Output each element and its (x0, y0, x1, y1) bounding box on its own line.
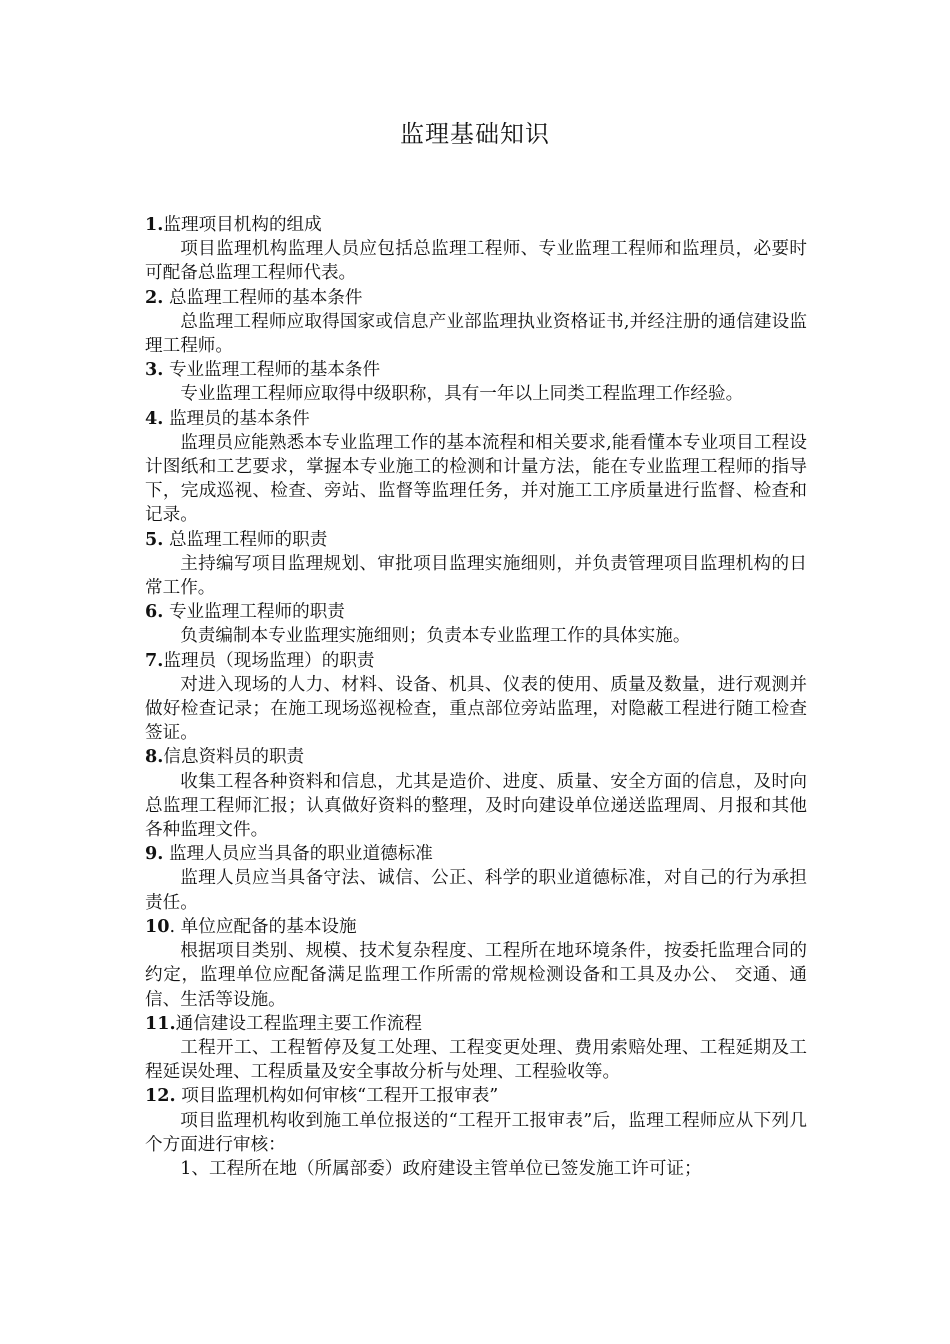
section-paragraph: 监理员应能熟悉本专业监理工作的基本流程和相关要求,能看懂本专业项目工程设计图纸和工艺要求，掌握本专业施工的检测和计量方法，能在专业监理工程师的指导下，完成巡视、检查、旁站、监督等监理任务，并对施工工序质量进行监督、检查和记录。 (145, 432, 807, 526)
section-heading (145, 528, 807, 552)
section-paragraph: 根据项目类别、规模、技术复杂程度、工程所在地环境条件，按委托监理合同的约定，监理单位应配备满足监理工作所需的常规检测设备和工具及办公、 交通、通信、生活等设施。 (145, 941, 807, 1010)
document-title: 监理基础知识 (400, 120, 550, 148)
section-number: 10 (145, 915, 170, 937)
section-number: 7. (145, 649, 164, 671)
document-body (145, 213, 807, 1181)
section-title: 总监理工程师的职责 (163, 529, 328, 550)
section-heading (145, 286, 807, 310)
section-heading (145, 842, 807, 866)
section-heading (145, 407, 807, 431)
section-title: 总监理工程师的基本条件 (163, 287, 363, 308)
section-paragraph: 主持编写项目监理规划、审批项目监理实施细则，并负责管理项目监理机构的日常工作。 (145, 553, 807, 599)
section-heading (145, 1084, 807, 1108)
section-heading (145, 649, 807, 673)
section-paragraph: 专业监理工程师应取得中级职称，具有一年以上同类工程监理工作经验。 (180, 384, 744, 405)
section-paragraph: 收集工程各种资料和信息，尤其是造价、进度、质量、安全方面的信息，及时向总监理工程师汇报；认真做好资料的整理，及时向建设单位递送监理周、月报和其他各种监理文件。 (145, 771, 807, 841)
section-paragraph: 对进入现场的人力、材料、设备、机具、仪表的使用、质量及数量，进行观测并做好检查记录；在施工现场巡视检查，重点部位旁站监理，对隐蔽工程进行随工检查签证。 (145, 674, 807, 744)
section-title: 通信建设工程监理主要工作流程 (175, 1013, 422, 1034)
section-number: 4. (145, 407, 164, 429)
section-title: 监理项目机构的组成 (163, 215, 322, 235)
section-paragraph: 项目监理机构监理人员应包括总监理工程师、专业监理工程师和监理员，必要时可配备总监理工程师代表。 (145, 239, 807, 284)
section-title: 信息资料员的职责 (163, 747, 305, 768)
section-number: 9. (145, 843, 164, 865)
section-paragraph: 项目监理机构收到施工单位报送的“工程开工报审表”后，监理工程师应从下列几个方面进行审核： (145, 1110, 807, 1155)
section-heading (145, 213, 807, 237)
section-title: 监理人员应当具备的职业道德标准 (163, 844, 433, 865)
section-number: 12. (145, 1085, 176, 1107)
section-number: 8. (145, 746, 164, 768)
section-paragraph: 监理人员应当具备守法、诚信、公正、科学的职业道德标准，对自己的行为承担责任。 (145, 868, 807, 913)
section-heading (145, 745, 807, 769)
section-heading (145, 915, 807, 939)
section-title: . 单位应配备的基本设施 (169, 916, 357, 937)
section-paragraph: 总监理工程师应取得国家或信息产业部监理执业资格证书,并经注册的通信建设监理工程师。 (145, 311, 807, 357)
section-number: 1. (145, 214, 164, 235)
section-heading (145, 358, 807, 382)
section-number: 2. (145, 286, 164, 308)
section-paragraph: 1、工程所在地（所属部委）政府建设主管单位已签发施工许可证； (180, 1158, 702, 1179)
section-paragraph: 工程开工、工程暂停及复工处理、工程变更处理、费用索赔处理、工程延期及工程延误处理、工程质量及安全事故分析与处理、工程验收等。 (145, 1037, 807, 1083)
section-title: 项目监理机构如何审核“工程开工报审表” (175, 1086, 499, 1107)
section-number: 11. (145, 1012, 176, 1034)
section-number: 3. (145, 359, 164, 381)
section-title: 专业监理工程师的职责 (163, 602, 345, 623)
section-number: 6. (145, 601, 164, 623)
section-heading (145, 1012, 807, 1036)
section-number: 5. (145, 528, 164, 550)
section-heading (145, 600, 807, 624)
section-title: 监理员（现场监理）的职责 (163, 650, 375, 671)
section-paragraph: 负责编制本专业监理实施细则；负责本专业监理工作的具体实施。 (180, 626, 691, 647)
section-title: 监理员的基本条件 (163, 408, 310, 429)
section-title: 专业监理工程师的基本条件 (163, 360, 381, 381)
